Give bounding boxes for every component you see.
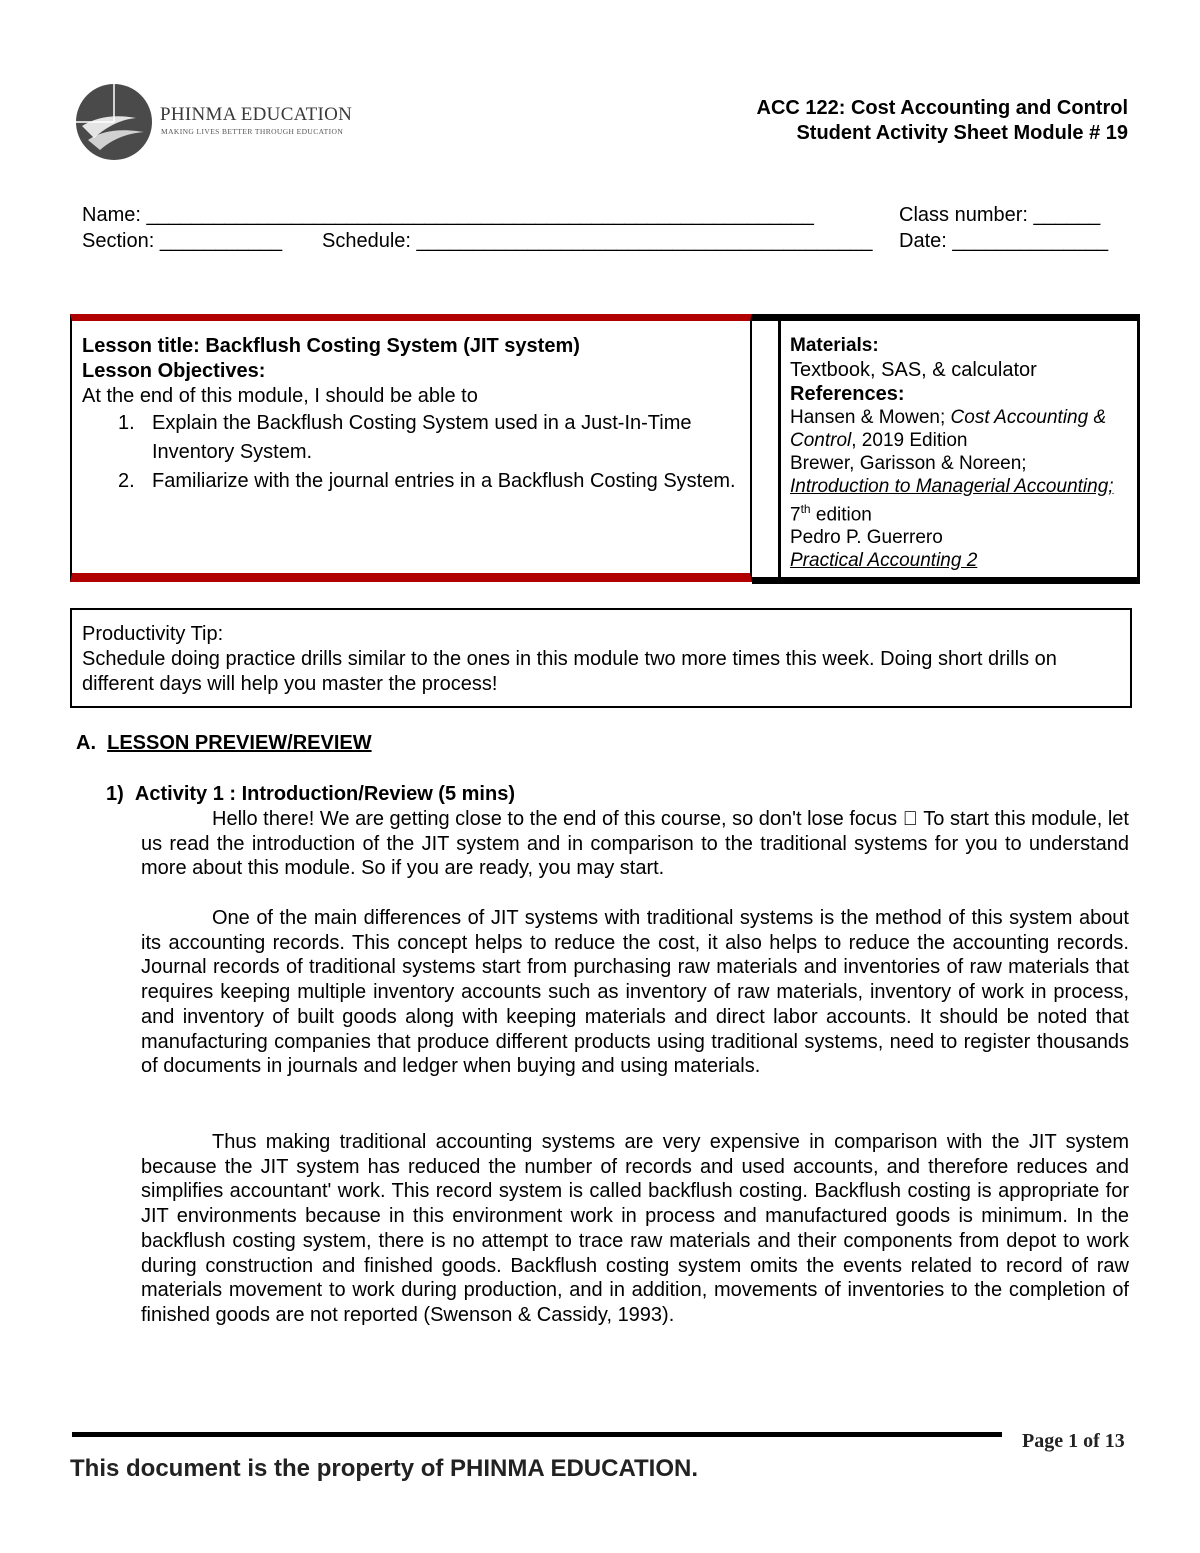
objective-text: Familiarize with the journal entries in a Backflush Costing System. [152,470,736,492]
box-divider [752,314,778,584]
page-number: Page 1 of 13 [1022,1430,1125,1452]
reference-1 [790,406,1135,452]
materials-content [790,334,1135,572]
sheet-title: Student Activity Sheet Module # 19 [796,122,1128,144]
paragraph-2: One of the main differences of JIT systems with traditional systems is the method of this system about its accounting records. This concept helps to reduce the cost, it also helps to reduce the accounting records. Journal records of traditional systems start from purchasing raw materials and inventories of raw materials that requires keeping multiple inventory accounts such as inventory of raw materials, inventory of work in process, and inventory of built goods along with keeping materials and direct labor accounts. It should be noted that manufacturing companies that produce different products using traditional systems, need to register thousands of documents in journals and ledger when buying and using materials. [141,907,1129,1078]
date-line[interactable]: Date: ______________ [899,230,1109,252]
materials-label: Materials: [790,335,879,356]
footer-divider [72,1432,1002,1437]
paragraph-1: Hello there! We are getting close to the end of this course, so don't lose focus To start this module, let us read the introduction of the JIT system and in comparison to the traditional systems for you to understand more about this module. So if you are ready, you may start. [141,808,1129,880]
section-title: LESSON PREVIEW/REVIEW [107,732,372,754]
ref1-edition: , 2019 Edition [851,430,968,451]
property-notice: This document is the property of PHINMA EDUCATION. [70,1455,699,1482]
references-label: References: [790,383,905,405]
ref2-edition: 7th edition [790,502,872,526]
ref3-author: Pedro P. Guerrero [790,527,943,549]
objective-text: Explain the Backflush Costing System used in a Just-In-Time Inventory System. [152,412,692,463]
ref1-authors: Hansen & Mowen; [790,407,951,428]
tip-label: Productivity Tip: [82,623,224,645]
productivity-tip [82,622,1122,697]
list-item [82,409,742,467]
section-letter: A. [76,732,96,754]
materials-items: Textbook, SAS, & calculator [790,359,1037,381]
phinma-logo-icon [74,82,154,162]
ref2-title: Introduction to Managerial Accounting; [790,476,1114,497]
activity-heading [106,783,515,806]
paragraph-3: Thus making traditional accounting systems are very expensive in comparison with the JIT system because the JIT system has reduced the number of records and used accounts, and therefore reduces and simplifies accountant' work. This record system is called backflush costing. Backflush costing is appropriate for JIT environments because in this environment work in process and manufactured goods is minimum. In the backflush costing system, there is no attempt to trace raw materials and their components from depot to work during construction and finished goods. Backflush costing system omits the events related to record of raw materials movement to work during production, and in addition, movements of inventories to the completion of finished goods are not reported (Swenson & Cassidy, 1993). [141,1131,1129,1326]
logo-tagline: MAKING LIVES BETTER THROUGH EDUCATION [161,127,344,136]
ref2-authors: Brewer, Garisson & Noreen; [790,453,1027,474]
objective-number: 2. [118,470,135,492]
lesson-title: Lesson title: Backflush Costing System (JIT system) [82,335,580,357]
activity-number: 1) [106,783,124,805]
lesson-content [82,334,742,496]
objectives-label: Lesson Objectives: [82,360,266,382]
section-line[interactable]: Section: ___________ [82,230,283,252]
tip-text: Schedule doing practice drills similar to the ones in this module two more times this week. Doing short drills on different days will help you master the process! [82,648,1057,695]
name-line[interactable]: Name: ____________________________________________________________ [82,204,814,226]
list-item [82,467,742,496]
logo-name: PHINMA EDUCATION [160,104,353,125]
ref3-title: Practical Accounting 2 [790,550,978,572]
objective-number: 1. [118,412,135,434]
objectives-intro: At the end of this module, I should be able to [82,385,478,407]
class-number-line[interactable]: Class number: ______ [899,204,1101,226]
ref1-title: Cost Accounting & Control [790,407,1107,451]
section-heading [76,732,372,755]
objectives-list [82,409,742,496]
document-header [757,96,1128,146]
activity-title: Activity 1 : Introduction/Review (5 mins) [134,783,515,805]
schedule-line[interactable]: Schedule: _________________________________________ [322,230,873,252]
course-title: ACC 122: Cost Accounting and Control [756,97,1128,119]
